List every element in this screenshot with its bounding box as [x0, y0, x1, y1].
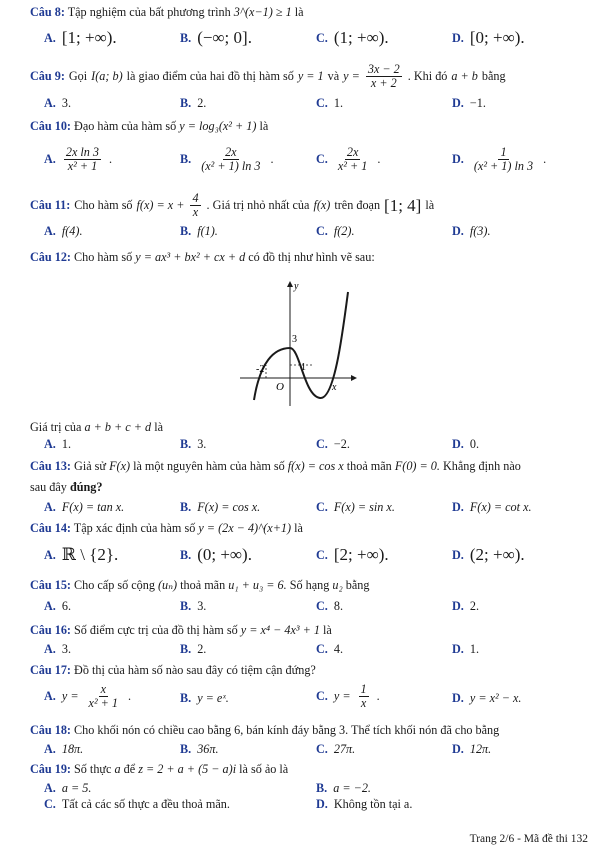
question-17: Câu 17: Đồ thị của hàm số nào sau đây có tiệm cận đứng?	[30, 663, 316, 677]
q19-option-d[interactable]: D. Không tồn tại a.	[316, 797, 413, 811]
question-11: Câu 11: Cho hàm số f(x) = x + $\frac{4}{x}$ . Giá trị nhỏ nhất của f(x) trên đoạn [1; 4] là	[30, 191, 435, 219]
q11-option-d[interactable]: D. f(3).	[452, 224, 491, 238]
question-8: Câu 8: Tập nghiệm của bất phương trình 3^(x−1) ≥ 1 là	[30, 5, 304, 19]
question-13: Câu 13: Giả sử F(x) là một nguyên hàm của hàm số f(x) = cos x thoả mãn F(0) = 0. Khẳng định nào	[30, 459, 521, 473]
q14-option-c[interactable]: C. [2; +∞).	[316, 545, 389, 564]
q11-option-c[interactable]: C. f(2).	[316, 224, 355, 238]
page-footer: Trang 2/6 - Mã đề thi 132	[469, 832, 588, 845]
question-13-line2: sau đây đúng?	[30, 480, 103, 494]
q12-option-a[interactable]: A. 1.	[44, 437, 71, 451]
q17-options	[0, 683, 602, 717]
q14-option-d[interactable]: D. (2; +∞).	[452, 545, 525, 564]
graph-x-label: x	[332, 382, 337, 393]
question-18: Câu 18: Cho khối nón có chiều cao bằng 6, bán kính đáy bằng 3. Thể tích khối nón đã cho bằng	[30, 723, 500, 737]
question-16: Câu 16: Số điểm cực trị của đồ thị hàm số y = x⁴ − 4x³ + 1 là	[30, 623, 332, 637]
q17-option-c[interactable]: C. y = $\frac{1}{x}$ .	[316, 682, 380, 710]
q10-option-a[interactable]: A. $\frac{\text{2x ln 3}}{\text{x² + 1}}$ .	[44, 145, 113, 173]
q16-option-c[interactable]: C. 4.	[316, 642, 343, 656]
question-12: Câu 12: Cho hàm số y = ax³ + bx² + cx + d có đồ thị như hình vẽ sau:	[30, 250, 375, 264]
graph-origin-label: O	[276, 381, 284, 393]
q15-option-a[interactable]: A. 6.	[44, 599, 71, 613]
q8-option-a[interactable]: A. [1; +∞).	[44, 28, 117, 47]
q9-fraction: $\frac{3x - 2}{x + 2}$	[367, 62, 400, 90]
q11-option-b[interactable]: B. f(1).	[180, 224, 218, 238]
q11-option-a[interactable]: A. f(4).	[44, 224, 83, 238]
graph-tick-minus2: -2	[256, 364, 265, 375]
q10-option-d[interactable]: D. $\frac{1}{\text{(x² + 1) ln 3}}$ .	[452, 145, 547, 173]
graph-tick-3: 3	[292, 334, 297, 345]
q9-option-c[interactable]: C. 1.	[316, 96, 343, 110]
question-15: Câu 15: Cho cấp số cộng (uₙ) thoả mãn u₁ + u₃ = 6. Số hạng u₂ bằng	[30, 578, 370, 592]
q17-option-d[interactable]: D. y = x² − x.	[452, 691, 522, 705]
q12-options	[0, 437, 602, 459]
question-10: Câu 10: Đạo hàm của hàm số y = log₃(x² + 1) là	[30, 119, 269, 133]
q15-option-b[interactable]: B. 3.	[180, 599, 207, 613]
q19-options-row2	[0, 797, 602, 819]
q13-option-b[interactable]: B. F(x) = cos x.	[180, 500, 261, 514]
q8-option-b[interactable]: B. (−∞; 0].	[180, 28, 252, 47]
cubic-graph	[238, 278, 360, 410]
graph-tick-1: 1	[301, 362, 306, 373]
q17-option-a[interactable]: A. y = $\frac{x}{\text{x² + 1}}$ .	[44, 682, 132, 710]
q13-options	[0, 500, 602, 522]
q16-option-d[interactable]: D. 1.	[452, 642, 479, 656]
question-14: Câu 14: Tập xác định của hàm số y = (2x − 4)^(x+1) là	[30, 521, 303, 535]
q19-option-b[interactable]: B. a = −2.	[316, 781, 371, 795]
q16-options	[0, 642, 602, 664]
q19-option-a[interactable]: A. a = 5.	[44, 781, 92, 795]
q15-option-d[interactable]: D. 2.	[452, 599, 479, 613]
q10-options	[0, 146, 602, 182]
q18-option-b[interactable]: B. 36π.	[180, 742, 219, 756]
q19-option-c[interactable]: C. Tất cả các số thực a đều thoả mãn.	[44, 797, 230, 811]
q14-options	[0, 545, 602, 567]
question-9: Câu 9: Gọi I(a; b) là giao điểm của hai đồ thị hàm số y = 1 và y = $\frac{3x - 2}{x + 2}$ . Khi đó a + b bằng	[30, 62, 506, 90]
q16-option-b[interactable]: B. 2.	[180, 642, 207, 656]
q10-option-c[interactable]: C. $\frac{2x}{\text{x² + 1}}$ .	[316, 145, 381, 173]
q9-option-b[interactable]: B. 2.	[180, 96, 207, 110]
q12-option-d[interactable]: D. 0.	[452, 437, 479, 451]
q8-option-c[interactable]: C. (1; +∞).	[316, 28, 389, 47]
q13-option-a[interactable]: A. F(x) = tan x.	[44, 500, 125, 514]
q13-option-c[interactable]: C. F(x) = sin x.	[316, 500, 395, 514]
q12-option-b[interactable]: B. 3.	[180, 437, 207, 451]
q15-options	[0, 599, 602, 621]
q13-option-d[interactable]: D. F(x) = cot x.	[452, 500, 532, 514]
q15-option-c[interactable]: C. 8.	[316, 599, 343, 613]
q9-option-d[interactable]: D. −1.	[452, 96, 486, 110]
q10-option-b[interactable]: B. $\frac{2x}{\text{(x² + 1) ln 3}}$ .	[180, 145, 274, 173]
q9-option-a[interactable]: A. 3.	[44, 96, 71, 110]
q18-option-a[interactable]: A. 18π.	[44, 742, 84, 756]
q18-options	[0, 742, 602, 764]
graph-y-label: y	[294, 281, 299, 292]
q18-option-d[interactable]: D. 12π.	[452, 742, 492, 756]
q17-option-b[interactable]: B. y = eˣ.	[180, 691, 229, 705]
q14-option-b[interactable]: B. (0; +∞).	[180, 545, 252, 564]
q9-options	[0, 96, 602, 118]
q11-options	[0, 224, 602, 246]
q16-option-a[interactable]: A. 3.	[44, 642, 71, 656]
question-19: Câu 19: Số thực a để z = 2 + a + (5 − a)i là số ảo là	[30, 762, 289, 776]
q14-option-a[interactable]: A. ℝ \ {2}.	[44, 545, 119, 564]
q8-options	[0, 28, 602, 50]
q12-option-c[interactable]: C. −2.	[316, 437, 350, 451]
q8-option-d[interactable]: D. [0; +∞).	[452, 28, 525, 47]
q18-option-c[interactable]: C. 27π.	[316, 742, 356, 756]
question-12-ask: Giá trị của a + b + c + d là	[30, 420, 163, 434]
